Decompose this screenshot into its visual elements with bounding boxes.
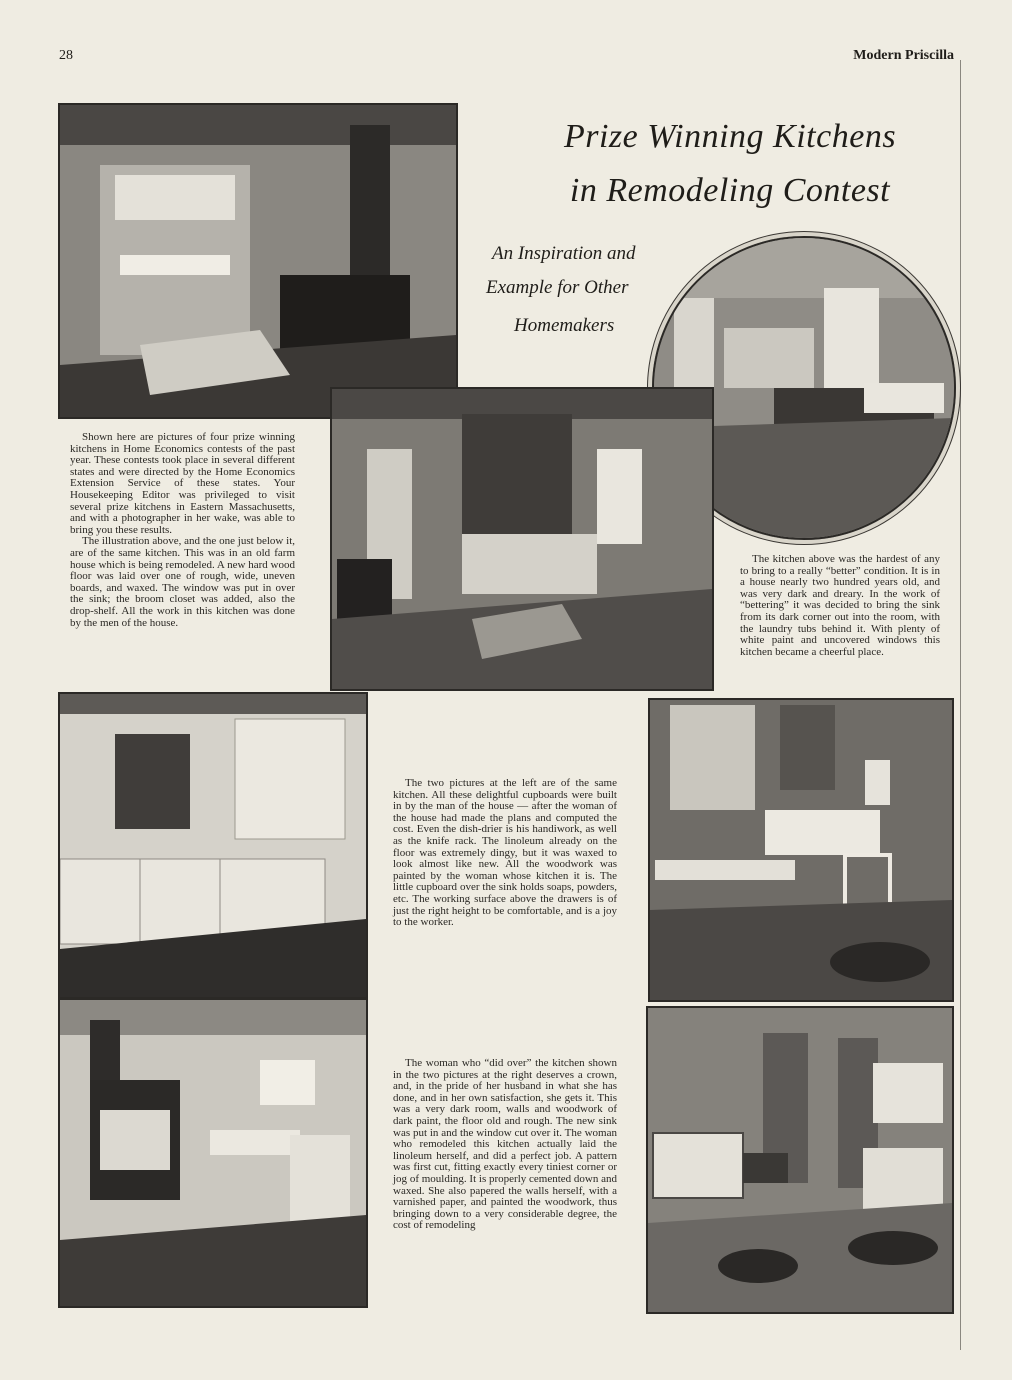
subtitle-line2: Example for Other [486,277,629,298]
photo-stove-hoosier [646,1006,954,1314]
intro-paragraph-1: Shown here are pictures of four prize winning kitchens in Home Economics contests of the past year. These contests took place in several different states and were directed by the Home Economics Extension Service of these states. Your Housekeeping Editor was privileged to visit several prize kitchens in Eastern Massachusetts, and with a photographer in her wake, was able to bring you these results. [70,431,295,536]
subtitle-line3: Homemakers [514,315,615,336]
intro-paragraph-2: The illustration above, and the one just below it, are of the same kitchen. This was in an old farm house which is being remodeled. A new hard wood floor was laid over one of rough, wide, uneven boards, and waxed. The window was put in over the sink; the broom closet was added, also the drop-shelf. All the work in this kitchen was done by the men of the house. [70,535,295,629]
remodel-caption [393,1058,617,1232]
stove-photo-icon [60,105,456,417]
cupboards-caption [393,778,617,929]
photo-dining-hutch-kitchen [330,387,714,691]
hutch-photo-icon [332,389,712,689]
intro-caption [70,432,295,629]
subtitle-line1: An Inspiration and [492,243,636,264]
cupboards-text: The two pictures at the left are of the same kitchen. All these delightful cupboards were built in by the man of the house — after the woman of the house had made the plans and computed the cost. Even the dish-drier is his handiwork, as well as the knife rack. The linoleum already on the floor was extremely dingy, but it was waxed to look almost like new. All the woodwork was painted by the woman whose kitchen it is. The little cupboard over the sink holds soaps, powders, etc. The working surface above the drawers is of just the right height to be comfortable, and is a joy to the worker. [393,777,617,929]
page-number: 28 [59,48,73,63]
photo-stove-kitchen [58,103,458,419]
sink-table-photo-icon [650,700,952,1000]
article-title-line1: Prize Winning Kitchens [563,118,897,155]
round-kitchen-text: The kitchen above was the hardest of any to bring to a really “better” condition. It is in a house nearly two hundred years old, and was very dark and dreary. In the work of “bettering” it was decided to bring the sink from its dark corner out into the room, with the laundry tubs behind it. With plenty of white paint and uncovered windows this kitchen became a cheerful place. [740,553,940,658]
photo-sink-table [648,698,954,1002]
photo-range-corner [58,998,368,1308]
remodel-text: The woman who “did over” the kitchen shown in the two pictures at the right deserves a crown, and, in the pride of her husband in what she has done, and in her own satisfaction, she gets it. This was a very dark room, walls and woodwork of dark paint, the floor old and rough. The new sink was put in and the window cut over it. The woman who remodeled this kitchen actually laid the linoleum herself, and did a perfect job. A pattern was first cut, fitting exactly every tiniest corner or jog of moulding. It is properly cemented down and waxed. She also papered the walls herself, with a varnished paper, and painted the woodwork, thus bringing down to a very considerable degree, the cost of remodeling [393,1057,617,1232]
range-photo-icon [60,1000,366,1306]
hoosier-photo-icon [648,1008,952,1312]
cupboard-photo-icon [60,694,366,997]
magazine-name: Modern Priscilla [853,48,954,63]
page-edge [960,60,961,1350]
photo-built-in-cupboards [58,692,368,999]
article-title-line2: in Remodeling Contest [569,172,891,209]
round-kitchen-caption [740,554,940,658]
